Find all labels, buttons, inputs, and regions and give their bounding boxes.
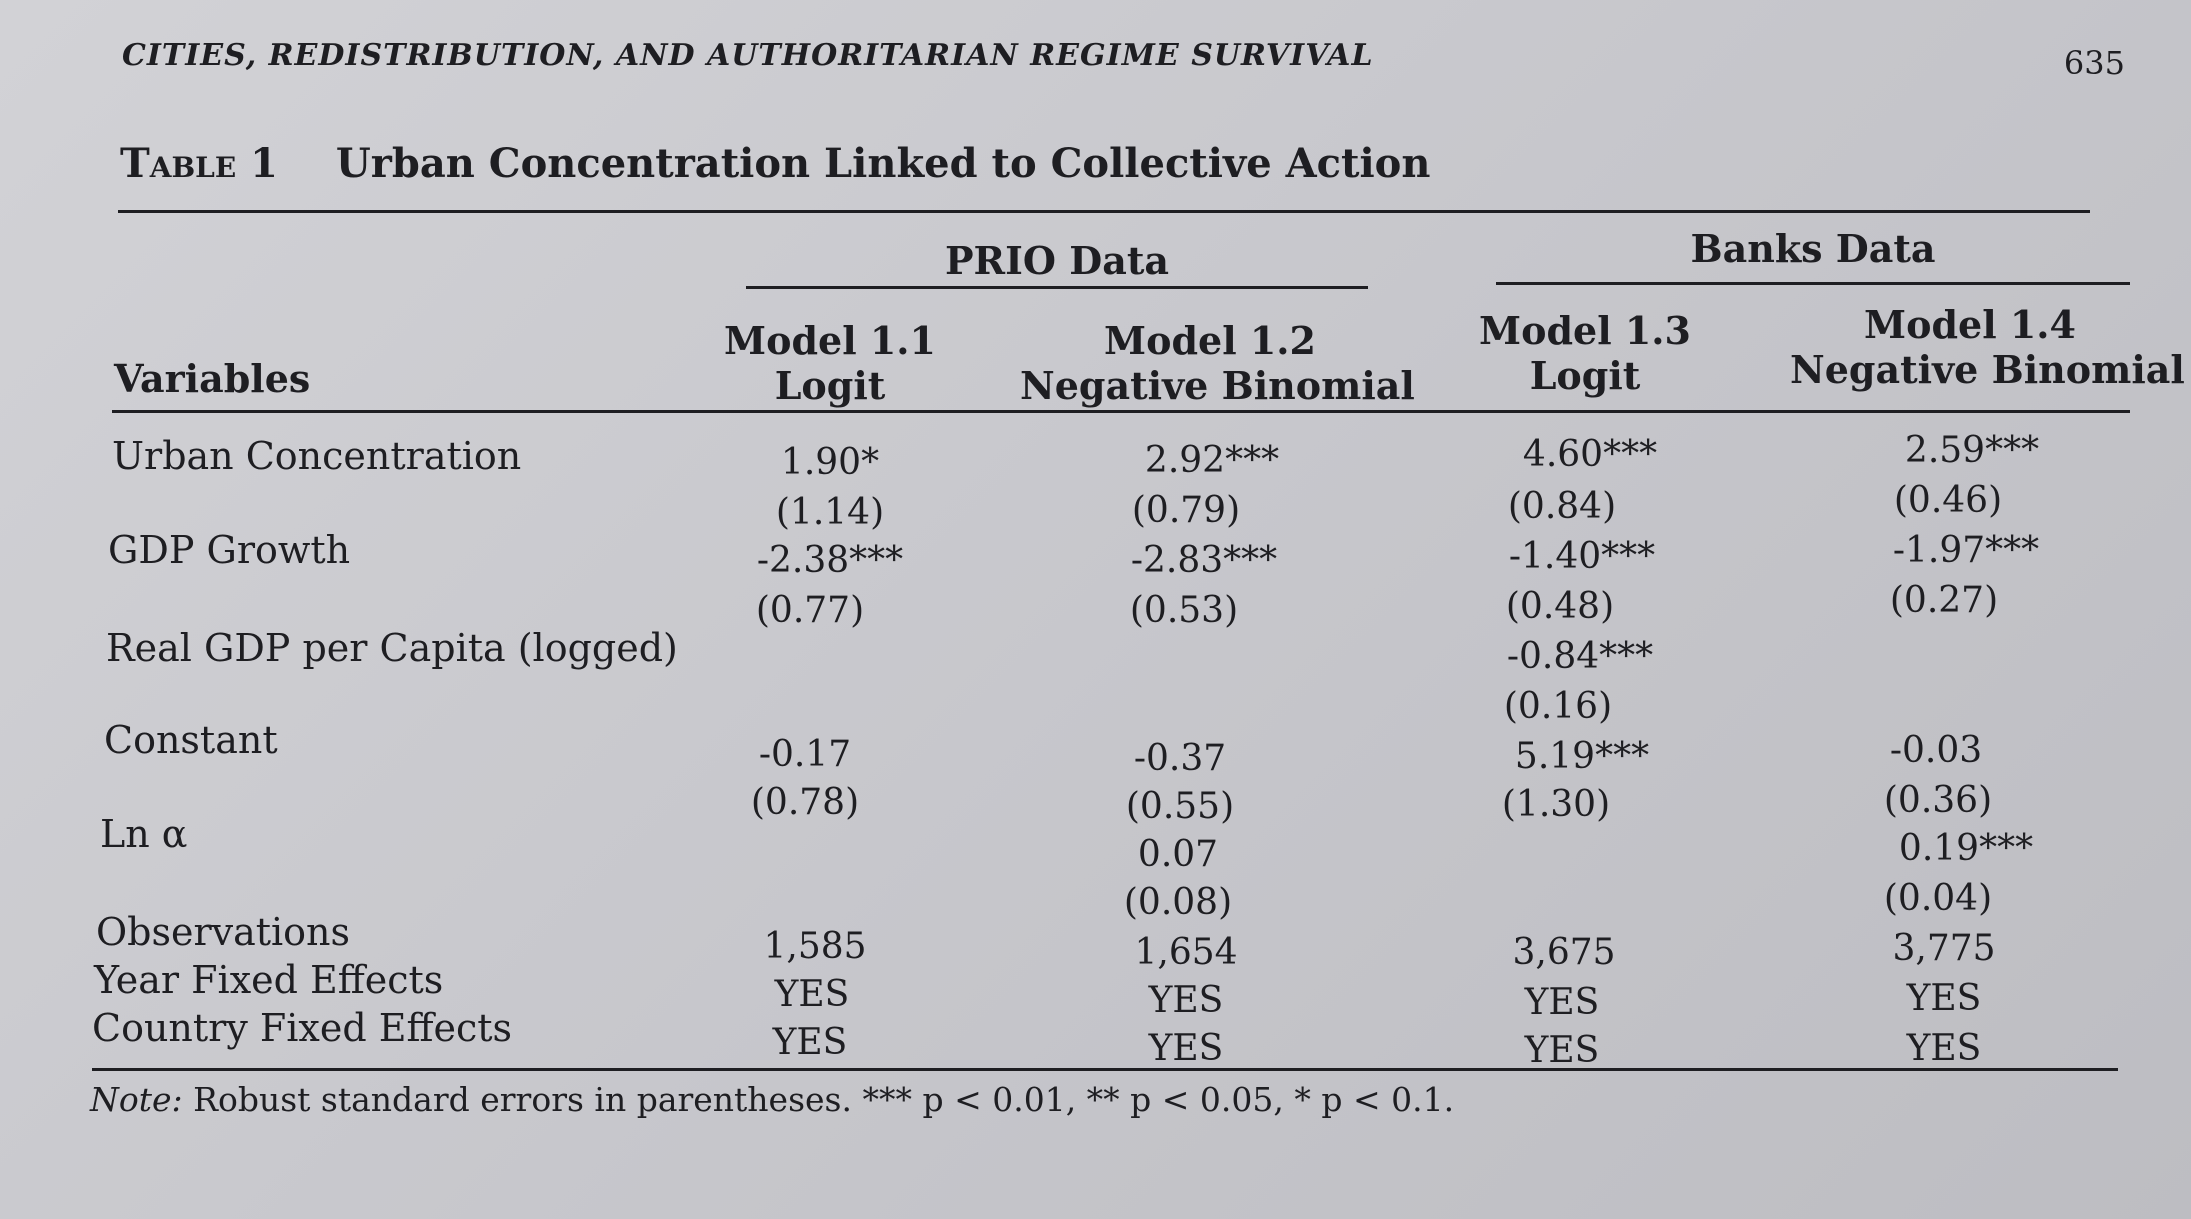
cell-m1-4: (0.36) [1883,780,1993,821]
model-type: Logit [774,363,886,408]
running-head: CITIES, REDISTRIBUTION, AND AUTHORITARIAN REGIME SURVIVAL [122,38,1374,73]
group-header-prio: PRIO Data [944,238,1169,283]
model-header-1-2 [1020,318,1415,408]
page-number: 635 [2063,44,2125,82]
model-type: Negative Binomial [1020,363,1415,408]
cell-m1-1: YES [774,974,850,1015]
table-caption: Urban Concentration Linked to Collective Action [335,140,1431,187]
cell-m1-2: -2.83*** [1130,540,1278,581]
bottom-rule [92,1068,2118,1071]
cell-m1-1: 1,585 [763,926,867,967]
cell-m1-2: (0.79) [1131,490,1241,531]
prio-group-rule [746,286,1368,289]
model-name: Model 1.4 [1864,302,2076,347]
cell-m1-2: YES [1148,1028,1224,1069]
model-name: Model 1.3 [1479,308,1691,353]
cell-m1-1: (0.78) [750,782,860,823]
cell-m1-1: YES [772,1022,848,1063]
cell-m1-3: -1.40*** [1508,536,1656,577]
variable-label: Observations [96,910,351,954]
table-label: Table 1 [120,140,278,187]
cell-m1-4: (0.46) [1893,480,2003,521]
banks-group-rule [1496,282,2130,285]
variable-label: Country Fixed Effects [92,1006,513,1050]
cell-m1-1: (1.14) [775,492,885,533]
table-note [90,1080,1454,1119]
model-name: Model 1.1 [724,318,936,363]
cell-m1-2: 2.92*** [1144,440,1280,481]
model-name: Model 1.2 [1104,318,1316,363]
variable-label: Year Fixed Effects [94,958,444,1002]
cell-m1-2: YES [1148,980,1224,1021]
cell-m1-2: (0.55) [1125,786,1235,827]
cell-m1-2: 1,654 [1134,932,1238,973]
cell-m1-3: (1.30) [1501,784,1611,825]
model-type: Negative Binomial [1790,347,2185,392]
cell-m1-4: YES [1906,1028,1982,1069]
cell-m1-3: (0.84) [1507,486,1617,527]
cell-m1-4: 3,775 [1892,928,1996,969]
cell-m1-4: (0.04) [1883,878,1993,919]
cell-m1-4: 2.59*** [1904,430,2040,471]
cell-m1-3: 5.19*** [1514,736,1650,777]
cell-m1-1: -0.17 [758,734,852,775]
variable-label: Urban Concentration [112,434,522,478]
variable-label: Real GDP per Capita (logged) [106,626,678,670]
cell-m1-3: (0.16) [1503,686,1613,727]
cell-m1-4: -0.03 [1889,730,1983,771]
model-header-1-1 [700,318,960,408]
top-rule [118,210,2090,213]
cell-m1-3: YES [1524,1030,1600,1071]
cell-m1-3: YES [1524,982,1600,1023]
variable-label: GDP Growth [108,528,351,572]
model-header-1-3 [1460,308,1710,398]
group-header-banks: Banks Data [1690,226,1936,271]
cell-m1-4: YES [1906,978,1982,1019]
cell-m1-3: (0.48) [1505,586,1615,627]
cell-m1-4: 0.19*** [1898,828,2034,869]
variables-header: Variables [114,356,311,401]
header-rule [112,410,2130,413]
cell-m1-2: 0.07 [1137,834,1219,875]
table-title [120,140,1430,187]
cell-m1-1: (0.77) [755,590,865,631]
cell-m1-2: (0.53) [1129,590,1239,631]
cell-m1-1: -2.38*** [756,540,904,581]
note-label: Note: [90,1080,183,1119]
variable-label: Ln α [100,812,188,856]
variable-label: Constant [104,718,278,762]
model-type: Logit [1529,353,1641,398]
cell-m1-2: (0.08) [1123,882,1233,923]
note-text: Robust standard errors in parentheses. *** p < 0.01, ** p < 0.05, * p < 0.1. [193,1080,1455,1119]
cell-m1-4: -1.97*** [1892,530,2040,571]
cell-m1-1: 1.90* [780,442,880,483]
cell-m1-3: 3,675 [1512,932,1616,973]
cell-m1-3: 4.60*** [1522,434,1658,475]
model-header-1-4 [1790,302,2185,392]
cell-m1-2: -0.37 [1133,738,1227,779]
cell-m1-4: (0.27) [1889,580,1999,621]
cell-m1-3: -0.84*** [1506,636,1654,677]
